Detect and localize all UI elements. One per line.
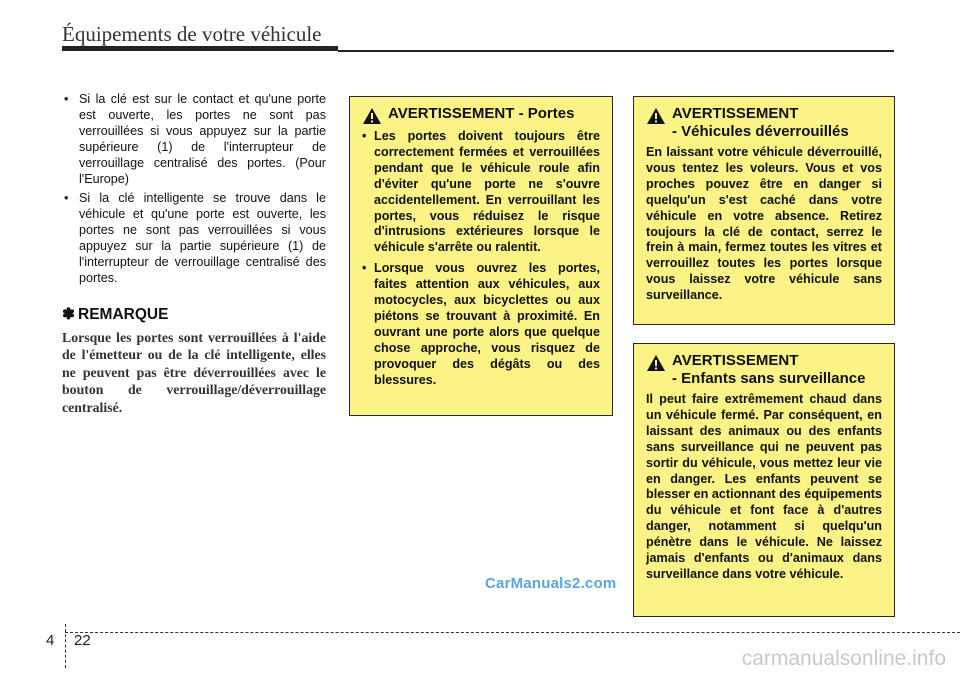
warning-heading <box>362 105 600 125</box>
footer-divider <box>65 624 66 668</box>
warning-title: AVERTISSEMENT <box>388 105 515 122</box>
warning-list <box>362 129 600 389</box>
warning-box-unlocked-vehicle <box>633 96 895 325</box>
bullet-key-in-ignition: • Si la clé est sur le contact et qu'une porte est ouverte, les portes ne sont pas verrouillées si vous appuyez sur la partie supérieure (1) de l'interrupteur de verrouillage centralisé des portes. (Pour l'Europe) <box>62 92 326 187</box>
warning-triangle-icon <box>362 107 382 125</box>
warning-triangle-icon <box>646 107 666 125</box>
warning-box-unattended-children <box>633 343 895 617</box>
warning-item-doors-closed: • Les portes doivent toujours être correctement fermées et verrouillées pendant que le véhicule roule afin d'éviter qu'une porte ne s'ouvre accidentellement. En verrouillant les portes, vous réduisez le risque d'intrusions extérieures lorsque le véhicule s'arrête ou ralentit. <box>362 129 600 256</box>
warning-text: Il peut faire extrêmement chaud dans un véhicule fermé. Par conséquent, en laissant des animaux ou des enfants sans surveillance qui ne peuvent pas sortir du véhicule, vous mettez leur vie en danger. Les enfants peuvent se blesser en actionnant des équipements du véhicule et font face à d'autres danger, notamment si quelqu'un pénètre dans le véhicule. Ne laissez jamais d'enfants ou d'animaux dans surveillance dans votre véhicule. <box>646 392 882 581</box>
warning-item-opening-doors: • Lorsque vous ouvrez les portes, faites attention aux véhicules, aux motocycles, aux bicyclettes ou aux piétons se trouvant à proximité. En ouvrant une porte alors que quelque chose approche, vous risquez de provoquer des dégâts ou des blessures. <box>362 261 600 388</box>
warning-text: En laissant votre véhicule déverrouillé, vous tentez les voleurs. Vous et vos proches pouvez être en danger si quelqu'un s'est caché dans votre véhicule en votre absence. Retirez toujours la clé de contact, serrez le frein à main, fermez toutes les vitres et verrouillez toutes les portes lorsque vous laissez votre véhicule sans surveillance. <box>646 145 882 303</box>
warning-subtitle: - Véhicules déverrouillés <box>672 123 849 140</box>
remark-text: Lorsque les portes sont verrouillées à l'aide de l'émetteur ou de la clé intelligente, elles ne peuvent pas être déverrouillées avec le bouton de verrouillage/déverrouillage centralisé. <box>62 329 326 415</box>
page-header-title: Équipements de votre véhicule <box>62 22 322 46</box>
footer-rule <box>65 632 960 633</box>
warning-title: AVERTISSEMENT <box>672 105 799 122</box>
page-number: 22 <box>74 632 91 649</box>
site-watermark: carmanualsonline.info <box>741 647 946 670</box>
header-rule-thin <box>338 50 894 52</box>
bullet-smart-key-inside: • Si la clé intelligente se trouve dans le véhicule et qu'une porte est ouverte, les portes ne sont pas verrouillées si vous appuyez sur la partie supérieure (1) de l'interrupteur de verrouillage centralisé des portes. <box>62 191 326 286</box>
warning-title: AVERTISSEMENT <box>672 352 799 369</box>
chapter-number: 4 <box>46 632 55 649</box>
header-rule-thick <box>62 46 338 51</box>
watermark-link[interactable]: CarManuals2.com <box>485 575 617 592</box>
warning-box-doors <box>349 96 613 416</box>
warning-heading <box>646 105 882 141</box>
remark-heading <box>62 305 326 324</box>
warning-subtitle: - Portes <box>518 105 575 122</box>
warning-heading <box>646 352 882 388</box>
warning-subtitle: - Enfants sans surveillance <box>672 370 866 387</box>
remark-title: REMARQUE <box>78 305 169 323</box>
warning-triangle-icon <box>646 354 666 372</box>
remark-star-icon: ✽ <box>62 305 75 323</box>
left-column <box>62 92 326 416</box>
